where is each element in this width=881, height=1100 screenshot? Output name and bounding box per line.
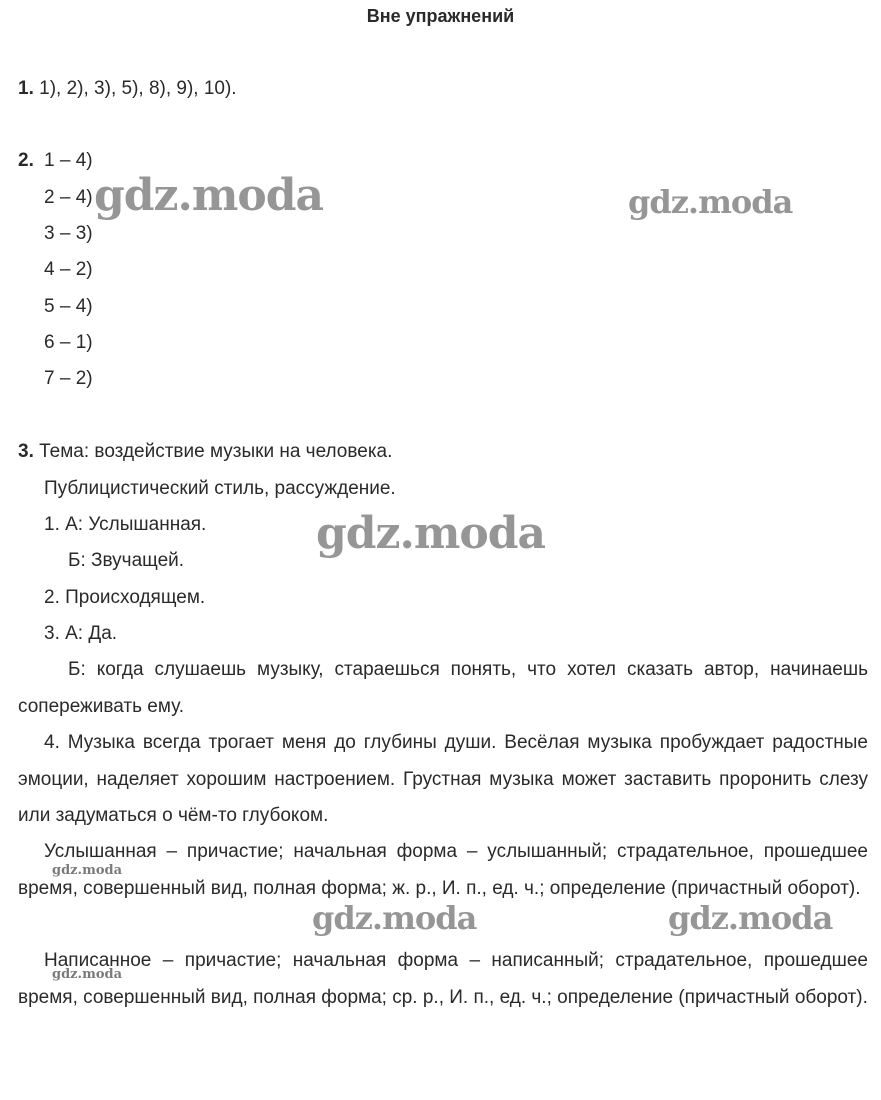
task-1-answer: 1), 2), 3), 5), 8), 9), 10). (39, 78, 237, 99)
task-3-answer-1b: Б: Звучащей. (68, 550, 185, 571)
watermark-logo: gdz.moda (316, 508, 546, 559)
task-3-answer-3a: 3. А: Да. (44, 623, 118, 644)
task-3-answer-3b: Б: когда слушаешь музыку, стараешься понять, что хотел сказать автор, начинаешь сопереживать ему. (18, 659, 868, 717)
task-3-answer-1a: 1. А: Услышанная. (44, 514, 207, 535)
task-2-number: 2. (18, 150, 34, 171)
task-2-line: 3 – 3) (44, 223, 93, 244)
task-3-answer-2: 2. Происходящем. (44, 587, 206, 608)
watermark-logo: gdz.moda (52, 863, 123, 878)
watermark-logo: gdz.moda (312, 899, 477, 937)
watermark-logo: gdz.moda (52, 967, 123, 982)
task-1 (18, 79, 237, 98)
task-3-parse-2: Написанное – причастие; начальная форма – написанный; страдательное, прошедшее время, совершенный вид, полная форма; ср. р., И. п., ед. ч.; определение (причастный оборот). (18, 950, 868, 1008)
task-3-style: Публицистический стиль, рассуждение. (44, 478, 396, 499)
watermark-logo: gdz.moda (668, 899, 833, 937)
task-3-number: 3. (18, 441, 34, 462)
task-3-parse-1: Услышанная – причастие; начальная форма – услышанный; страдательное, прошедшее время, совершенный вид, полная форма; ж. р., И. п., ед. ч.; определение (причастный оборот). (18, 841, 868, 899)
task-3-answer-4: 4. Музыка всегда трогает меня до глубины души. Весёлая музыка пробуждает радостные эмоции, наделяет хорошим настроением. Грустная музыка может заставить проронить слезу или задуматься о чём-то глубоком. (18, 732, 868, 826)
page-title: Вне упражнений (366, 6, 515, 26)
task-1-number: 1. (18, 78, 34, 99)
task-2-line: 2 – 4) (44, 187, 93, 208)
watermark-logo: gdz.moda (628, 183, 793, 221)
task-3-theme-line (18, 442, 392, 461)
task-2-line: 7 – 2) (44, 368, 93, 389)
task-2-line: 5 – 4) (44, 296, 93, 317)
watermark-logo: gdz.moda (94, 170, 324, 221)
task-3-theme: Тема: воздействие музыки на человека. (39, 441, 393, 462)
task-2-line: 4 – 2) (44, 259, 93, 280)
task-2-line: 6 – 1) (44, 332, 93, 353)
task-2-line: 1 – 4) (44, 150, 93, 171)
